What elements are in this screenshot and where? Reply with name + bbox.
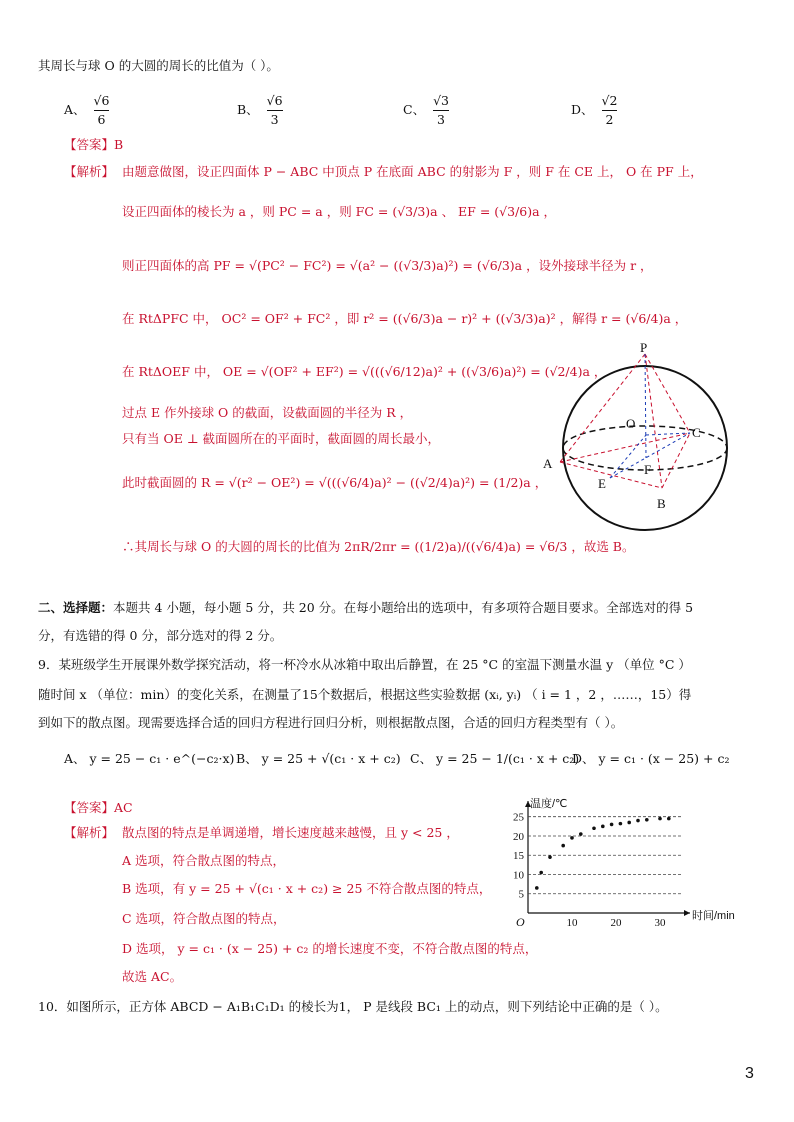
q8-option-c[interactable]: C、 $\frac{√3}{3}$ <box>403 93 449 127</box>
y-tick-label: 5 <box>518 888 524 901</box>
q9-option-d[interactable]: D、 y = c₁ · (x − 25) + c₂ <box>572 751 730 766</box>
data-point <box>667 817 671 821</box>
q9-option-b[interactable]: B、 y = 25 + √(c₁ · x + c₂) <box>236 751 401 766</box>
label-p: P <box>640 340 648 355</box>
q9-analysis-line-5: D 选项， y = c₁ · (x − 25) + c₂ 的增长速度不变，不符合散点图的特点， <box>122 941 538 956</box>
q8-analysis-line-5: 在 RtΔOEF 中， OE = √(OF² + EF²) = √(((√6/12)a)² + ((√3/6)a)²) = (√2/4)a ， <box>122 364 607 379</box>
q8-analysis-tag: 【解析】 <box>64 164 115 179</box>
q8-analysis-line-6: 过点 E 作外接球 O 的截面，设截面圆的半径为 R ， <box>122 405 413 420</box>
data-point <box>601 825 605 829</box>
data-point <box>570 836 574 840</box>
q9-option-a[interactable]: A、 y = 25 − c₁ · e^(−c₂·x) <box>64 751 235 766</box>
chart-ylabel: 温度/℃ <box>530 798 568 810</box>
sphere-tetrahedron-figure <box>540 340 740 532</box>
q8-analysis-line-8: 此时截面圆的 R = √(r² − OE²) = √(((√6/4)a)² − ((√2/4)a)²) = (1/2)a ， <box>122 475 548 490</box>
chart-xlabel: 时间/min <box>692 910 735 922</box>
y-tick-label: 15 <box>513 850 524 863</box>
data-point <box>579 832 583 836</box>
q9-analysis-tag: 【解析】 <box>64 825 115 840</box>
q8-stem-tail: 其周长与球 O 的大圆的周长的比值为（ ）。 <box>38 58 279 73</box>
data-point <box>592 826 596 830</box>
x-axis-arrow <box>684 910 690 916</box>
x-tick-label: 10 <box>566 917 578 929</box>
data-point <box>539 871 543 875</box>
chart-grid <box>528 817 682 894</box>
q8-analysis-line-3: 则正四面体的高 PF = √(PC² − FC²) = √(a² − ((√3/3)a)²) = (√6/3)a ，设外接球半径为 r ， <box>122 258 653 273</box>
q8-option-a[interactable]: A、 $\frac{√6}{6}$ <box>64 93 110 127</box>
data-point <box>535 886 539 890</box>
q9-stem-line-2: 随时间 x （单位：min）的变化关系，在测量了15个数据后，根据这些实验数据 (xᵢ, yᵢ) （ i = 1 ，2 ，……，15）得 <box>38 687 692 702</box>
q8-analysis-line-7: 只有当 OE ⊥ 截面圆所在的平面时，截面圆的周长最小， <box>122 431 441 446</box>
q9-analysis-line-1: 散点图的特点是单调递增，增长速度越来越慢，且 y < 25 ， <box>122 825 459 840</box>
section2-line-1: 二、选择题：本题共 4 小题，每小题 5 分，共 20 分。在每小题给出的选项中，有多项符合题目要求。全部选对的得 5 <box>38 600 694 615</box>
q8-answer: 【答案】B <box>64 137 124 152</box>
temperature-scatter-chart <box>494 795 756 931</box>
q9-analysis-line-2: A 选项，符合散点图的特点， <box>122 853 286 868</box>
data-point <box>561 844 565 848</box>
data-point <box>636 819 640 823</box>
x-tick-label: 20 <box>610 917 622 929</box>
label-c: C <box>692 425 701 440</box>
q9-stem-line-1: 9．某班级学生开展课外数学探究活动，将一杯冷水从冰箱中取出后静置，在 25 °C 的室温下测量水温 y （单位 °C ） <box>38 657 691 672</box>
chart-tick-labels <box>513 812 666 929</box>
q9-analysis-line-6: 故选 AC。 <box>122 969 183 984</box>
chart-origin-label: O <box>516 915 525 929</box>
q8-analysis-line-4: 在 RtΔPFC 中， OC² = OF² + FC² ，即 r² = ((√6/3)a − r)² + ((√3/3)a)² ，解得 r = (√6/4)a ， <box>122 311 688 326</box>
y-tick-label: 25 <box>513 811 524 824</box>
q9-stem-line-3: 到如下的散点图。现需要选择合适的回归方程进行回归分析，则根据散点图，合适的回归方程类型有（ ）。 <box>38 715 624 730</box>
q9-analysis-line-4: C 选项，符合散点图的特点， <box>122 911 286 926</box>
q9-answer: 【答案】AC <box>64 800 133 815</box>
data-point <box>610 823 614 827</box>
label-e: E <box>598 476 606 491</box>
q8-analysis-line-9: ∴其周长与球 O 的大圆的周长的比值为 2πR/2πr = ((1/2)a)/((√6/4)a) = √6/3 ，故选 B。 <box>122 539 635 554</box>
chart-points <box>535 817 671 890</box>
q8-analysis-line-1: 由题意做图，设正四面体 P − ABC 中顶点 P 在底面 ABC 的射影为 F ，则 F 在 CE 上， O 在 PF 上， <box>122 164 703 179</box>
q8-analysis-line-2: 设正四面体的棱长为 a ，则 PC = a ，则 FC = (√3/3)a 、 EF = (√3/6)a ， <box>122 204 557 219</box>
label-o: O <box>626 416 636 431</box>
data-point <box>658 817 662 821</box>
q8-option-b[interactable]: B、 $\frac{√6}{3}$ <box>237 93 283 127</box>
section2-line-2: 分，有选错的得 0 分，部分选对的得 2 分。 <box>38 628 283 643</box>
edge-bc <box>662 433 690 488</box>
q10-stem: 10．如图所示，正方体 ABCD − A₁B₁C₁D₁ 的棱长为1， P 是线段 BC₁ 上的动点，则下列结论中正确的是（ ）。 <box>38 999 668 1014</box>
label-b: B <box>657 496 666 511</box>
page-number: 3 <box>745 1065 754 1082</box>
segment-oe <box>610 435 646 478</box>
y-tick-label: 10 <box>513 869 524 882</box>
x-tick-label: 30 <box>654 917 666 929</box>
data-point <box>548 855 552 859</box>
q9-option-c[interactable]: C、 y = 25 − 1/(c₁ · x + c₂) <box>410 751 580 766</box>
height-pf <box>645 354 646 458</box>
label-a: A <box>543 456 553 471</box>
q8-option-d[interactable]: D、 $\frac{√2}{2}$ <box>571 93 618 127</box>
y-tick-label: 20 <box>513 830 524 843</box>
data-point <box>645 818 649 822</box>
data-point <box>619 822 623 826</box>
label-f: F <box>644 462 652 477</box>
q9-analysis-line-3: B 选项，有 y = 25 + √(c₁ · x + c₂) ≥ 25 不符合散点图的特点， <box>122 881 492 896</box>
data-point <box>627 821 631 825</box>
